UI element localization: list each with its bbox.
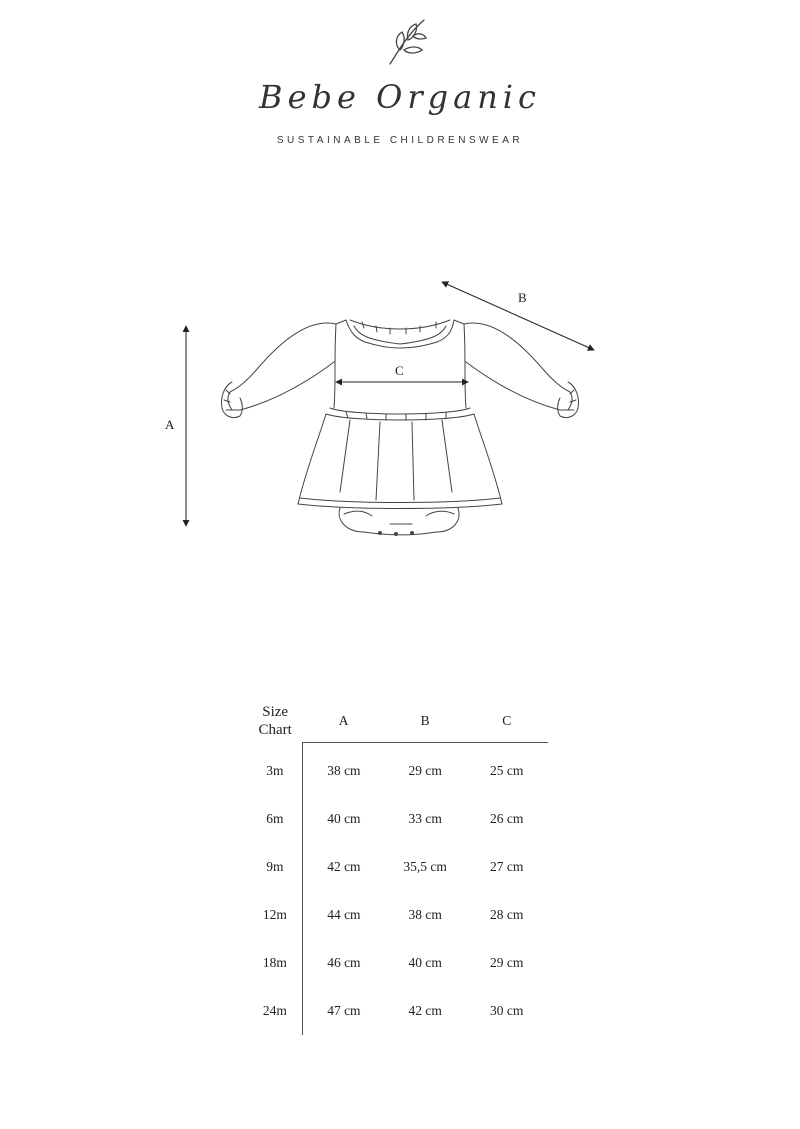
column-header-b: B [385, 700, 466, 743]
cell-a: 47 cm [327, 1003, 361, 1018]
cell-a: 40 cm [327, 811, 361, 826]
size-chart-table [248, 700, 548, 1035]
cell-a: 46 cm [327, 955, 361, 970]
dimension-c-label: C [395, 363, 404, 378]
row-size-label: 12m [248, 891, 302, 939]
table-row [248, 795, 548, 843]
cell-c: 27 cm [490, 859, 524, 874]
cell-c: 28 cm [490, 907, 524, 922]
dimension-a-label: A [165, 417, 175, 432]
cell-b: 33 cm [408, 811, 442, 826]
cell-b: 38 cm [408, 907, 442, 922]
size-chart-corner-label [248, 700, 302, 743]
leaf-sprig-icon [380, 14, 430, 70]
brand-name: Bebe Organic [259, 78, 541, 116]
table-row [248, 891, 548, 939]
dimension-b-label: B [518, 290, 527, 305]
row-size-label: 6m [248, 795, 302, 843]
table-row [248, 939, 548, 987]
size-chart-header-row [248, 700, 548, 743]
cell-c: 30 cm [490, 1003, 524, 1018]
table-row [248, 843, 548, 891]
row-size-label: 3m [248, 743, 302, 796]
cell-b: 42 cm [408, 1003, 442, 1018]
cell-b: 29 cm [408, 763, 442, 778]
corner-label-chart: Chart [258, 722, 292, 739]
column-header-c: C [465, 700, 548, 743]
cell-a: 44 cm [327, 907, 361, 922]
cell-b: 35,5 cm [403, 859, 447, 874]
row-size-label: 18m [248, 939, 302, 987]
cell-b: 40 cm [408, 955, 442, 970]
cell-c: 25 cm [490, 763, 524, 778]
row-size-label: 24m [248, 987, 302, 1035]
table-row [248, 987, 548, 1035]
cell-a: 38 cm [327, 763, 361, 778]
cell-c: 26 cm [490, 811, 524, 826]
cell-a: 42 cm [327, 859, 361, 874]
corner-label-size: Size [262, 704, 289, 721]
row-size-label: 9m [248, 843, 302, 891]
cell-c: 29 cm [490, 955, 524, 970]
table-row [248, 743, 548, 796]
column-header-a: A [302, 700, 385, 743]
brand-tagline: SUSTAINABLE CHILDRENSWEAR [276, 135, 524, 146]
garment-sketch [150, 270, 650, 570]
